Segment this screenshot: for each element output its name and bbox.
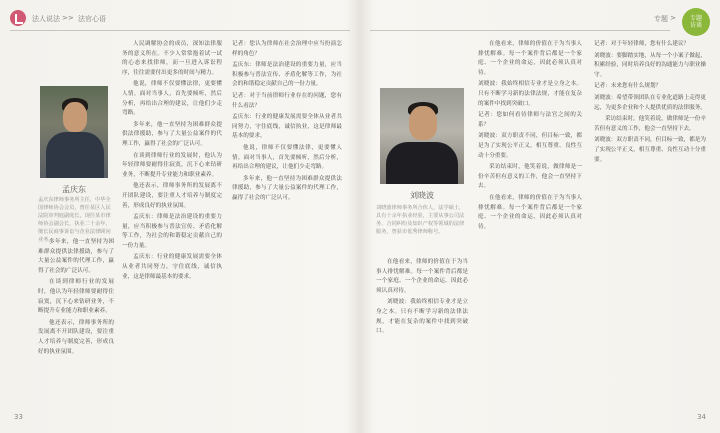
answer: 孟庆东：行业的健康发展需要全体从业者共同努力，守住底线，诚信执业，这是律师最基本的要求。 <box>232 114 342 140</box>
interviewee-bio: 刘晓波律师事务所合伙人，法学硕士，具有十余年执业经验，主要从事公司法务、合同纠纷及知识产权等领域的法律服务，曾获市优秀律师称号。 <box>376 205 465 235</box>
paragraph: 在谈到律师行业的发展时，他认为年轻律师要耐得住寂寞，沉下心来钻研业务，不断提升专业能力和职业素养。 <box>122 152 222 178</box>
question: 记者：您认为律师在社会治理中应当扮演怎样的角色？ <box>232 41 342 57</box>
interviewee-name: 孟庆东 <box>62 185 86 194</box>
header-rule <box>370 30 670 31</box>
left-column-b <box>122 40 222 410</box>
stamp-line: 访谈 <box>689 22 702 29</box>
paragraph: 孟庆东：行业的健康发展需要全体从业者共同努力，守住底线，诚信执业，这是律师最基本的要求。 <box>122 254 222 280</box>
right-column-b <box>478 40 582 410</box>
left-column-c <box>232 40 342 410</box>
paragraph: 他说，律师不仅要懂法律，更要懂人情。面对当事人，首先要倾听，然后分析，再给出合理的建议，让他们少走弯路。 <box>122 81 222 117</box>
stamp-line: 专题 <box>689 15 702 22</box>
section-label: 法人说法 <box>32 15 60 23</box>
left-page <box>0 0 358 433</box>
paragraph: 在他看来，律师的价值在于为当事人排忧解难。每一个案件背后都是一个家庭、一个企业的命运，因此必须认真对待。 <box>478 41 582 76</box>
breadcrumb-separator: >> <box>62 14 74 22</box>
paragraph: 他说，律师不仅要懂法律，更要懂人情。面对当事人，首先要倾听，然后分析，再给出合理的建议，让他们少走弯路。 <box>232 144 342 171</box>
question: 记者：您如何看待律师与法官之间的关系？ <box>478 112 582 128</box>
answer: 刘晓波：我始终相信专业才是立身之本。只有不断学习新的法律法规，才能在复杂的案件中找到突破口。 <box>478 81 582 107</box>
right-column-c <box>594 40 706 410</box>
right-column-a <box>376 258 468 408</box>
subsection-label: 法官心语 <box>78 15 106 23</box>
paragraph: 在他看来，律师的价值在于为当事人排忧解难。每一个案件背后都是一个家庭、一个企业的命运，因此必须认真对待。 <box>376 259 468 294</box>
paragraph: 多年来，他一直坚持为困难群众提供法律援助，参与了大量公益案件的代理工作，赢得了社会的广泛认可。 <box>232 175 342 201</box>
section-label: 专题 <box>654 15 668 23</box>
answer: 刘晓波：希望带领团队在专业化道路上走得更远，为更多企业和个人提供优质的法律服务。 <box>594 94 706 111</box>
section-stamp-icon <box>682 8 710 36</box>
interviewee-bio: 孟庆东律师事务所主任，中华全国律师协会会员，曾任某区人民法院审判庭副庭长，现任某市律师协会副会长，执业二十余年，擅长民商事诉讼与企业法律顾问业务。 <box>38 197 111 243</box>
paragraph: 刘晓波：我始终相信专业才是立身之本。只有不断学习新的法律法规，才能在复杂的案件中找到突破口。 <box>376 299 468 335</box>
question: 记者：对于年轻律师，您有什么建议？ <box>594 41 690 47</box>
answer: 刘晓波：双方职责不同，但目标一致，都是为了实现公平正义，相互尊重、良性互动十分重要。 <box>594 137 706 163</box>
paragraph: 多年来，他一直坚持为困难群众提供法律援助，参与了大量公益案件的代理工作，赢得了社会的广泛认可。 <box>38 239 114 274</box>
page-number: 33 <box>14 413 23 421</box>
paragraph: 在谈到律师行业的发展时，他认为年轻律师要耐得住寂寞，沉下心来钻研业务，不断提升专业能力和职业素养。 <box>38 279 114 315</box>
question: 记者：对于当前律师行业存在的问题，您有什么看法？ <box>232 92 342 109</box>
paragraph: 人民调解协会的成员，深知法律服务的意义所在。不少人常常抱着试一试的心态来找律师，而一旦进入诉讼程序，往往需要付出更多的时间与精力。 <box>122 41 222 76</box>
right-page <box>362 0 720 433</box>
question: 记者：未来您有什么规划？ <box>594 83 662 90</box>
answer: 刘晓波：双方职责不同，但目标一致，都是为了实现公平正义，相互尊重、良性互动十分重要。 <box>478 133 582 159</box>
answer: 刘晓波：要脚踏实地，从每一个小案子做起，积累经验，同时培养良好的沟通能力与职业操守。 <box>594 52 706 78</box>
answer: 孟庆东：律师是法治建设的重要力量，应当积极参与普法宣传、矛盾化解等工作，为社会的和谐稳定贡献自己的一份力量。 <box>232 62 342 88</box>
interviewee-name: 刘晓波 <box>410 191 434 200</box>
paragraph: 多年来，他一直坚持为困难群众提供法律援助，参与了大量公益案件的代理工作，赢得了社会的广泛认可。 <box>122 121 222 147</box>
paragraph: 他还表示，律师事务所的发展离不开团队建设，要注重人才培养与制度完善，形成良好的执业氛围。 <box>122 183 222 209</box>
magazine-logo-icon <box>10 10 26 26</box>
paragraph: 他还表示，律师事务所的发展离不开团队建设，要注重人才培养与制度完善，形成良好的执业氛围。 <box>38 319 114 355</box>
paragraph: 采访结束时，他笑着说，做律师是一份辛苦但有意义的工作，他会一直坚持下去。 <box>594 116 706 132</box>
paragraph: 采访结束时，他笑着说，做律师是一份辛苦但有意义的工作，他会一直坚持下去。 <box>478 164 582 190</box>
breadcrumb-separator: > <box>670 14 676 22</box>
page-number: 34 <box>697 413 706 421</box>
left-column-a <box>38 238 114 408</box>
interviewee-photo <box>380 88 464 184</box>
paragraph: 在他看来，律师的价值在于为当事人排忧解难。每一个案件背后都是一个家庭、一个企业的命运，因此必须认真对待。 <box>478 194 582 230</box>
header-rule <box>10 30 350 31</box>
interviewee-photo <box>40 86 108 178</box>
paragraph: 孟庆东：律师是法治建设的重要力量，应当积极参与普法宣传、矛盾化解等工作，为社会的和谐稳定贡献自己的一份力量。 <box>122 214 222 249</box>
